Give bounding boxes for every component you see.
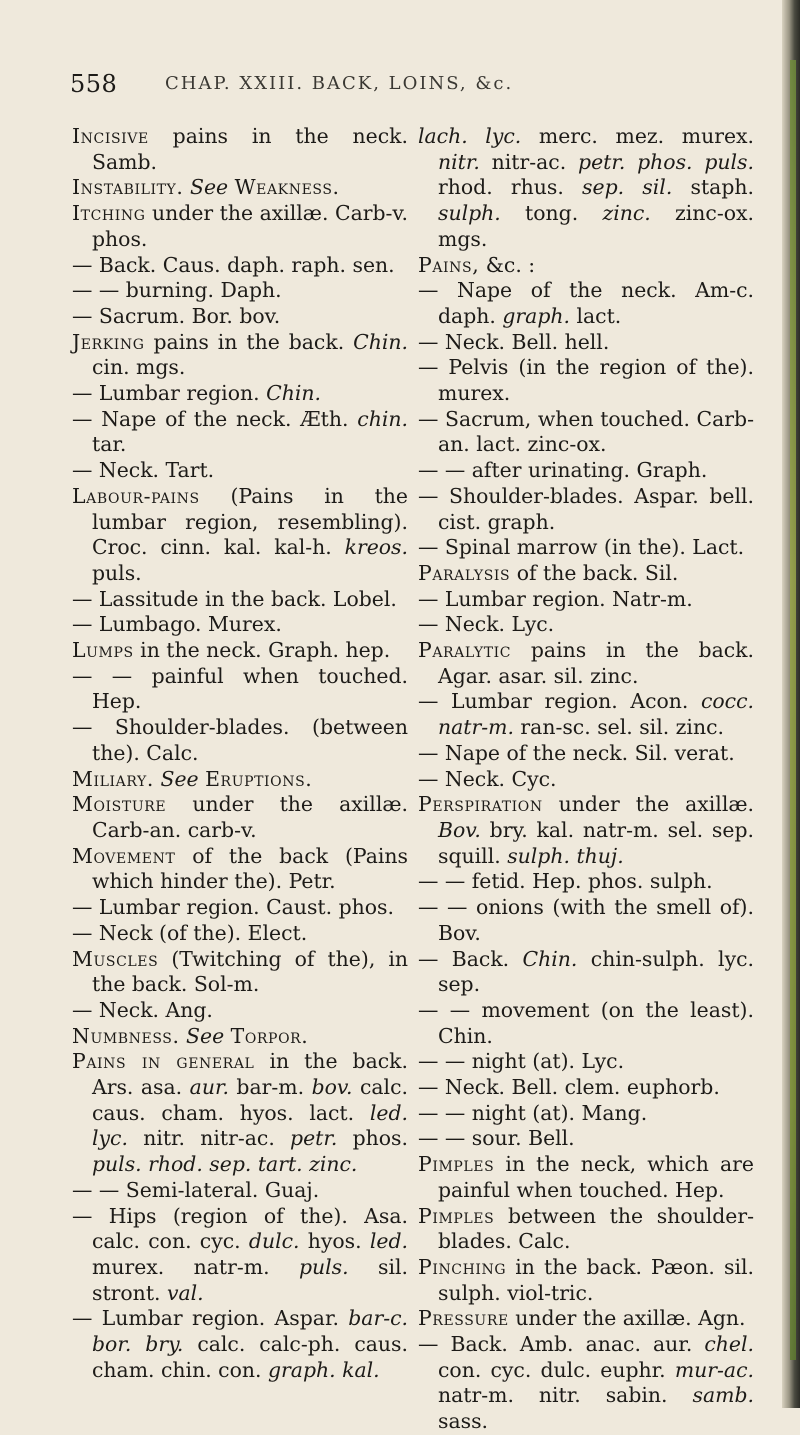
entry-text: — — painful when touched. Hep. <box>72 663 408 714</box>
index-entry <box>418 638 754 689</box>
entry-text: See <box>186 1023 225 1048</box>
entry-text: — — night (at). Lyc. <box>418 1049 625 1074</box>
entry-text: ran-sc. sel. sil. zinc. <box>513 715 724 740</box>
entry-heading: Movement <box>72 843 176 868</box>
entry-text: — Nape of the neck. Sil. verat. <box>418 740 735 765</box>
entry-text: See <box>160 766 199 791</box>
index-entry <box>418 612 754 638</box>
entry-text: — Lassitude in the back. Lobel. <box>72 586 397 611</box>
entry-heading: Torpor. <box>230 1023 309 1048</box>
entry-text: — Lumbar region. Caust. phos. <box>72 895 394 920</box>
entry-text: zinc. <box>602 201 651 226</box>
entry-text: — Shoulder-blades. (between the). Calc. <box>72 715 408 765</box>
index-entry <box>72 304 408 330</box>
entry-text: calc. caus. cham. hyos. lact. <box>92 1075 408 1125</box>
index-entry <box>72 921 408 947</box>
entry-text: under the axillæ. Carb-an. carb-v. <box>92 792 408 842</box>
entry-text: natr-m. nitr. sabin. <box>438 1383 693 1408</box>
index-entry <box>418 1204 754 1255</box>
index-entry <box>418 767 754 793</box>
index-entry <box>72 792 408 843</box>
entry-text: rhod. rhus. <box>438 175 583 200</box>
index-entry <box>418 998 754 1049</box>
index-entry <box>418 1152 754 1203</box>
index-entry <box>418 587 754 613</box>
entry-text: tong. <box>500 201 603 226</box>
index-entry <box>72 895 408 921</box>
entry-text: sil. stront. <box>92 1254 408 1305</box>
page-number: 558 <box>70 70 118 98</box>
index-entry <box>72 767 408 793</box>
entry-text: — — Semi-lateral. Guaj. <box>72 1177 320 1202</box>
entry-text: Chin. <box>266 381 321 406</box>
index-entry <box>72 1049 408 1178</box>
entry-text: — Neck (of the). Elect. <box>72 920 308 945</box>
entry-text: — Nape of the neck. Æth. <box>72 406 358 431</box>
entry-text: — Lumbago. Murex. <box>72 612 282 637</box>
entry-text: kreos. <box>344 535 408 560</box>
index-entry <box>418 1126 754 1152</box>
index-entry <box>72 715 408 766</box>
entry-text: pains in the back. Agar. asar. sil. zinc. <box>438 638 754 688</box>
index-entry <box>72 612 408 638</box>
entry-text: hyos. <box>299 1229 370 1254</box>
index-entry <box>418 689 754 740</box>
index-entry <box>418 561 754 587</box>
entry-text: sulph. <box>438 201 501 226</box>
entry-text: — Back. Caus. daph. raph. sen. <box>72 252 395 277</box>
index-entry <box>72 253 408 279</box>
entry-text: phos. <box>337 1126 409 1151</box>
index-entry <box>418 1255 754 1306</box>
entry-text: between the shoulder-blades. Calc. <box>438 1203 754 1254</box>
entry-text: dulc. <box>248 1229 300 1254</box>
index-entry <box>418 124 754 253</box>
entry-text: petr. <box>290 1126 338 1151</box>
entry-text: in the back. Ars. asa. <box>92 1049 408 1100</box>
entry-text: nitr. nitr-ac. <box>127 1126 291 1151</box>
entry-text: &c. : <box>479 252 536 277</box>
index-entry <box>72 587 408 613</box>
index-entry <box>418 330 754 356</box>
running-head <box>70 70 770 100</box>
entry-text: con. cyc. dulc. euphr. <box>438 1357 675 1382</box>
entry-text: led. lyc. <box>92 1100 408 1151</box>
index-entry <box>418 407 754 458</box>
entry-heading: Pinching <box>418 1254 507 1279</box>
entry-text: staph. <box>672 175 754 200</box>
index-entry <box>418 1332 754 1435</box>
index-entry <box>72 124 408 175</box>
entry-text: — Neck. Ang. <box>72 997 213 1022</box>
index-entry <box>72 381 408 407</box>
entry-text: puls. <box>92 560 142 585</box>
entry-text: — Neck. Cyc. <box>418 766 557 791</box>
entry-text: calc. calc-ph. caus. cham. chin. con. <box>92 1332 408 1382</box>
index-entry <box>72 201 408 252</box>
entry-text: Chin. <box>522 946 578 971</box>
entry-text: nitr. <box>438 149 480 174</box>
entry-text: — Nape of the neck. Am-c. daph. <box>418 278 754 328</box>
index-entry <box>72 1024 408 1050</box>
entry-text: lact. <box>569 303 622 328</box>
entry-heading: Pimples <box>418 1152 495 1177</box>
entry-text: murex. natr-m. <box>92 1254 299 1279</box>
entry-text: — Lumbar region. Acon. <box>418 689 701 714</box>
entry-heading: Pains in general <box>72 1049 255 1074</box>
entry-text: bov. <box>311 1075 353 1100</box>
entry-heading: Itching <box>72 201 146 226</box>
entry-text: merc. mez. murex. <box>521 124 755 148</box>
entry-text: graph. <box>502 303 570 328</box>
entry-heading: Miliary. <box>72 766 154 791</box>
index-entry <box>418 1049 754 1075</box>
right-column <box>418 124 754 1435</box>
index-entry <box>72 330 408 381</box>
entry-text: in the neck, which are painful when touched. Hep. <box>438 1152 754 1202</box>
index-entry <box>72 1178 408 1204</box>
entry-text: — Back. Amb. anac. aur. <box>418 1332 705 1357</box>
entry-text: — — onions (with the smell of). Bov. <box>418 895 754 945</box>
entry-text: bar-m. <box>228 1075 312 1100</box>
index-entry <box>72 484 408 587</box>
index-entry <box>72 1306 408 1383</box>
entry-text: — Neck. Bell. hell. <box>418 329 610 354</box>
entry-text: — — after urinating. Graph. <box>418 458 708 483</box>
index-entry <box>72 998 408 1024</box>
entry-text: — — sour. Bell. <box>418 1126 575 1151</box>
index-entry <box>418 947 754 998</box>
entry-heading: Lumps <box>72 638 134 663</box>
index-entry <box>72 664 408 715</box>
entry-text: puls. <box>298 1254 349 1279</box>
entry-text: zinc-ox. mgs. <box>438 201 754 251</box>
entry-heading: Moisture <box>72 792 167 817</box>
entry-text: chin. <box>357 406 408 431</box>
entry-text: Chin. <box>353 329 408 354</box>
entry-text: — Hips (region of the). Asa. calc. con. cyc. <box>72 1203 408 1254</box>
entry-text: sulph. thuj. <box>507 843 624 868</box>
index-entry <box>418 458 754 484</box>
entry-text: lach. lyc. <box>418 124 522 148</box>
index-entry <box>418 535 754 561</box>
entry-text: of the back. Sil. <box>510 560 679 585</box>
index-entry <box>72 1204 408 1307</box>
entry-text: graph. kal. <box>267 1357 380 1382</box>
entry-text: — — night (at). Mang. <box>418 1100 648 1125</box>
entry-text: — Lumbar region. <box>72 381 267 406</box>
index-entry <box>418 1075 754 1101</box>
entry-text: — Neck. Lyc. <box>418 612 555 637</box>
entry-text: — Neck. Bell. clem. euphorb. <box>418 1075 720 1100</box>
entry-text: pains in the back. <box>144 329 354 354</box>
entry-text: samb. <box>692 1383 754 1408</box>
entry-text: in the back. Pæon. sil. sulph. viol-tric. <box>438 1254 754 1305</box>
index-entry <box>72 947 408 998</box>
page-edge-stain <box>790 60 796 1360</box>
entry-text: nitr-ac. <box>479 149 579 174</box>
entry-text: (Twitching of the), in the back. Sol-m. <box>92 946 408 997</box>
entry-text: tar. <box>92 432 127 457</box>
entry-text: under the axillæ. Agn. <box>508 1306 746 1331</box>
entry-text: — Shoulder-blades. Aspar. bell. cist. graph. <box>418 483 754 534</box>
entry-heading: Instability. <box>72 175 184 200</box>
entry-text: — Sacrum, when touched. Carb-an. lact. zinc-ox. <box>418 406 754 457</box>
index-entry <box>418 1306 754 1332</box>
entry-text: — — burning. Daph. <box>72 278 282 303</box>
entry-text: — — movement (on the least). Chin. <box>418 997 754 1048</box>
entry-text: — Spinal marrow (in the). Lact. <box>418 535 745 560</box>
index-entry <box>418 741 754 767</box>
entry-text: of the back (Pains which hinder the). Petr. <box>92 843 408 894</box>
entry-heading: Pressure <box>418 1306 509 1331</box>
entry-text: sep. sil. <box>582 175 673 200</box>
entry-heading: Weakness. <box>234 175 340 200</box>
entry-text: mur-ac. <box>674 1357 754 1382</box>
entry-text: pains in the neck. Samb. <box>92 124 408 174</box>
running-title: CHAP. XXIII. BACK, LOINS, &c. <box>165 73 514 94</box>
entry-heading: Numbness. <box>72 1023 180 1048</box>
entry-text: chin-sulph. lyc. sep. <box>438 946 754 997</box>
index-entry <box>418 253 754 279</box>
index-entry <box>418 869 754 895</box>
index-entry <box>418 895 754 946</box>
entry-heading: Muscles <box>72 946 159 971</box>
entry-heading: Perspiration <box>418 792 543 817</box>
entry-text: — Lumbar region. Natr-m. <box>418 586 693 611</box>
entry-heading: Pains, <box>418 252 480 277</box>
entry-text: chel. <box>704 1332 754 1357</box>
entry-text: puls. rhod. sep. tart. zinc. <box>92 1152 358 1177</box>
index-entry <box>72 844 408 895</box>
entry-text: Bov. <box>438 817 481 842</box>
entry-text: — Back. <box>418 946 523 971</box>
entry-text: — Sacrum. Bor. bov. <box>72 303 281 328</box>
index-entry <box>72 175 408 201</box>
entry-text: See <box>189 175 229 200</box>
index-entry <box>72 278 408 304</box>
entry-text: led. <box>369 1229 408 1254</box>
index-entry <box>418 1101 754 1127</box>
entry-text: petr. phos. puls. <box>578 149 754 174</box>
left-column <box>72 124 408 1383</box>
entry-text: — Neck. Tart. <box>72 458 215 483</box>
entry-heading: Eruptions. <box>205 766 313 791</box>
entry-text: — — fetid. Hep. phos. sulph. <box>418 869 713 894</box>
index-entry <box>418 792 754 869</box>
entry-text: aur. <box>189 1075 229 1100</box>
entry-heading: Pimples <box>418 1203 495 1228</box>
entry-text: in the neck. Graph. hep. <box>133 638 391 663</box>
entry-text: under the axillæ. Carb-v. phos. <box>92 201 408 251</box>
index-entry <box>72 458 408 484</box>
entry-text: — Lumbar region. Aspar. <box>72 1306 349 1331</box>
index-entry <box>418 484 754 535</box>
entry-heading: Incisive <box>72 124 149 148</box>
entry-heading: Paralysis <box>418 560 511 585</box>
entry-text: val. <box>166 1280 204 1305</box>
index-entry <box>418 278 754 329</box>
entry-text: bry. kal. natr-m. sel. sep. squill. <box>438 817 754 868</box>
entry-text: — Pelvis (in the region of the). murex. <box>418 355 754 406</box>
entry-text: cin. mgs. <box>92 355 186 380</box>
entry-heading: Paralytic <box>418 638 512 663</box>
entry-text: (Pains in the lumbar region, resembling). Croc. cinn. kal. kal-h. <box>92 483 408 560</box>
entry-heading: Labour-pains <box>72 483 200 508</box>
entry-text: cocc. natr-m. <box>438 689 754 740</box>
index-entry <box>418 355 754 406</box>
entry-text: under the axillæ. <box>542 792 754 817</box>
index-entry <box>72 407 408 458</box>
entry-text: bar-c. bor. bry. <box>92 1306 408 1357</box>
entry-heading: Jerking <box>72 329 145 354</box>
entry-text: sass. <box>438 1409 489 1434</box>
index-entry <box>72 638 408 664</box>
